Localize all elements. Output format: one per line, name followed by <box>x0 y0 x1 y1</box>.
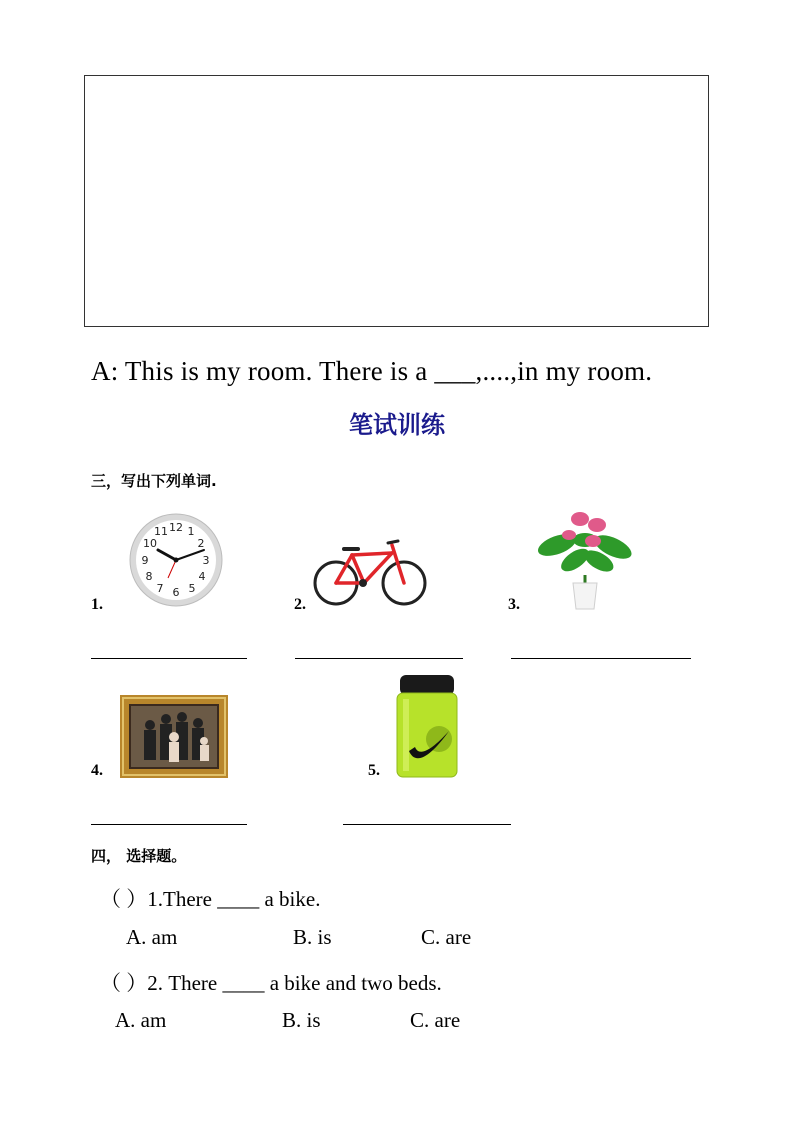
question-1-text: 1.There ____ a bike. <box>147 887 321 911</box>
answer-line-3[interactable] <box>511 658 691 659</box>
q2-option-b: B. is <box>282 1008 321 1032</box>
answer-line-1[interactable] <box>91 658 247 659</box>
svg-text:9: 9 <box>141 554 149 567</box>
answer-line-5[interactable] <box>343 824 511 825</box>
svg-text:1: 1 <box>187 525 195 538</box>
answer-line-2[interactable] <box>295 658 463 659</box>
item-2-number: 2. <box>294 596 306 613</box>
q1-option-b: B. is <box>293 925 332 949</box>
answer-line-4[interactable] <box>91 824 247 825</box>
item-1-number: 1. <box>91 596 103 613</box>
family-photo-icon <box>120 695 228 778</box>
drawing-box[interactable] <box>84 75 709 327</box>
answer-paren-1[interactable]: （ ） <box>100 887 148 911</box>
potted-plant-icon <box>535 505 635 611</box>
clock-icon <box>128 512 224 608</box>
item-5-number: 5. <box>368 762 380 779</box>
question-1 <box>100 883 320 913</box>
svg-text:10: 10 <box>143 537 157 550</box>
svg-text:3: 3 <box>202 554 210 567</box>
q2-option-c: C. are <box>410 1008 461 1032</box>
item-3-number: 3. <box>508 596 520 613</box>
svg-text:5: 5 <box>188 582 196 595</box>
svg-text:2: 2 <box>197 537 205 550</box>
page-title: 笔试训练 <box>349 411 445 439</box>
question-2-text: 2. There ____ a bike and two beds. <box>147 971 442 995</box>
svg-text:6: 6 <box>172 586 180 599</box>
section-4-heading: 四， 选择题。 <box>91 847 187 865</box>
svg-text:8: 8 <box>145 570 153 583</box>
section-3-heading: 三，写出下列单词. <box>91 472 217 490</box>
q1-option-c: C. are <box>421 925 472 949</box>
item-4-number: 4. <box>91 762 103 779</box>
svg-text:7: 7 <box>156 582 164 595</box>
svg-text:12: 12 <box>169 521 183 534</box>
bicycle-icon <box>312 535 428 611</box>
svg-text:4: 4 <box>198 570 206 583</box>
svg-text:11: 11 <box>154 525 168 538</box>
water-bottle-icon <box>395 673 459 779</box>
q2-option-a: A. am <box>115 1008 167 1032</box>
answer-paren-2[interactable]: （ ） <box>100 971 148 995</box>
example-sentence: A: This is my room. There is a ___,....,in my room. <box>91 356 653 386</box>
question-2 <box>100 967 442 997</box>
q1-option-a: A. am <box>126 925 178 949</box>
